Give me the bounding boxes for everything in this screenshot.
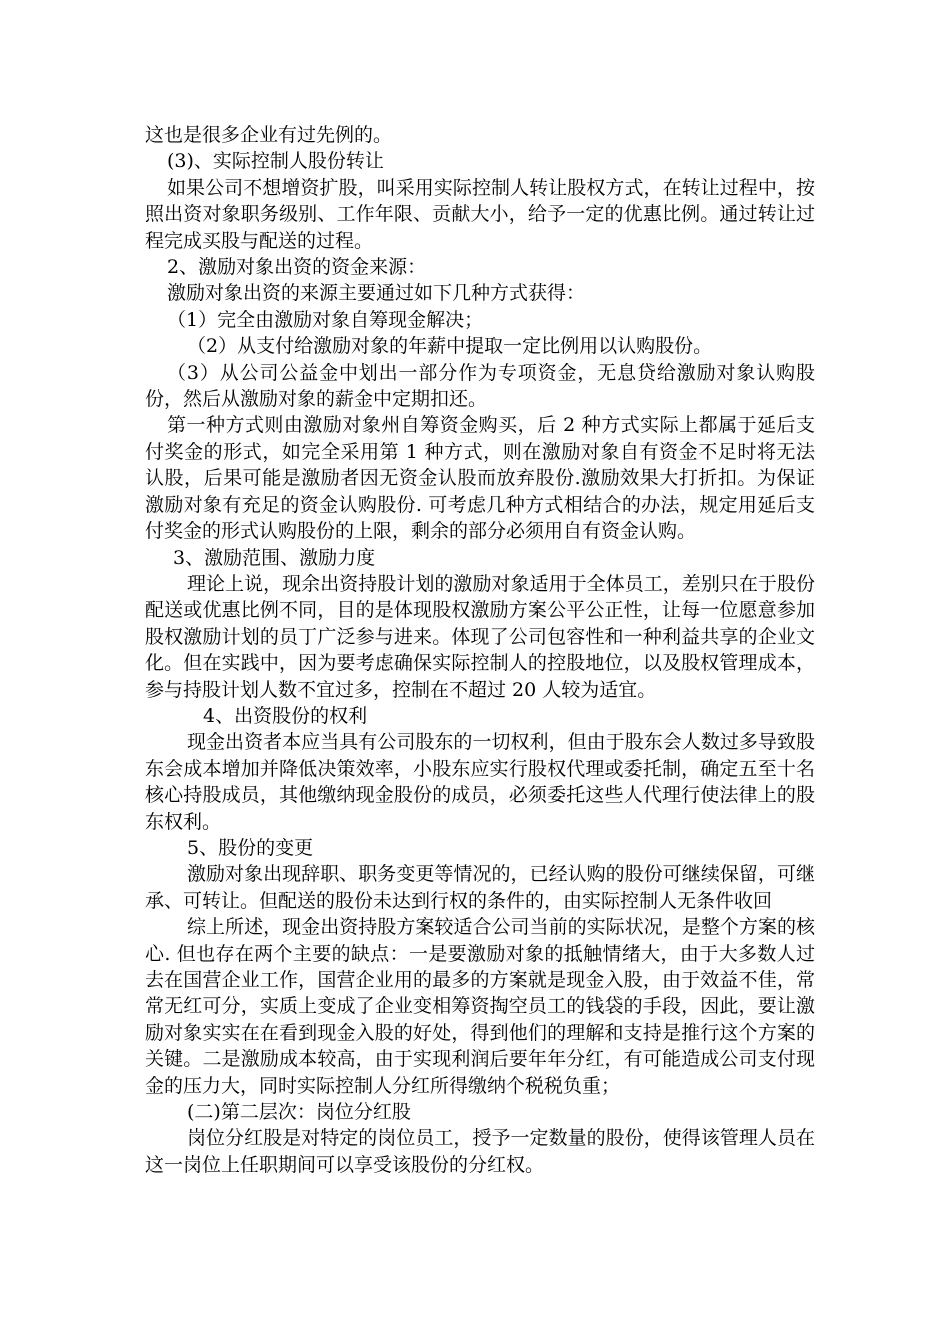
- paragraph-scope: 理论上说，现余出资持股计划的激励对象适用于全体员工，差别只在于股份配送或优惠比例不同，目的是体现股权激励方案公平公正性，让每一位愿意参加股权激励计划的员丁广泛参与进来。体现了公司包容性和一种利益共享的企业文化。但在实践中，因为要考虑确保实际控制人的控股地位，以及股权管理成本，参与持股计划人数不宜过多，控制在不超过 20 人较为适宜。: [145, 572, 815, 701]
- heading-fund-source: 2、激励对象出资的资金来源：: [167, 256, 427, 279]
- paragraph-rights: 现金出资者本应当具有公司股东的一切权利，但由于股东会人数过多导致股东会成本增加并降低决策效率，小股东应实行股权代理或委托制，确定五至十名核心持股成员，其他缴纳现金股份的成员，必须委托这些人代理行使法律上的股东权利。: [145, 731, 815, 833]
- heading-changes: 5、股份的变更: [187, 836, 314, 859]
- paragraph-summary: 综上所述，现金出资持股方案较适合公司当前的实际状况，是整个方案的核心. 但也存在两个主要的缺点：一是要激励对象的抵触情绪大，由于大多数人过去在国营企业工作，国营企业用的最多的方案就是现金入股，由于效益不佳，常常无红可分，实质上变成了企业变相筹资掏空员工的钱袋的手段，因此，要让激励对象实实在在看到现金入股的好处，得到他们的理解和支持是推行这个方案的关键。二是激励成本较高，由于实现利润后要年年分红，有可能造成公司支付现金的压力大，同时实际控制人分红所得缴纳个税税负重；: [145, 916, 815, 1097]
- paragraph-fund-methods: 第一种方式则由激励对象州自筹资金购买，后 2 种方式实际上都属于延后支付奖金的形式，如完全采用第 1 种方式，则在激励对象自有资金不足时将无法认股，后果可能是激励者因无资金认股而放弃股份.激励效果大打折扣。为保证激励对象有充足的资金认购股份. 可考虑几种方式相结合的办法，规定用延后支付奖金的形式认购股份的上限，剩余的部分必须用自有资金认购。: [145, 414, 815, 543]
- paragraph-fund-source-intro: 激励对象出资的来源主要通过如下几种方式获得：: [167, 282, 586, 305]
- paragraph-1: 这也是很多企业有过先例的。: [145, 124, 393, 146]
- list-item-2: （2）从支付给激励对象的年薪中提取一定比例用以认购股份。: [187, 335, 713, 358]
- paragraph-share-transfer: 如果公司不想增资扩股，叫采用实际控制人转让股权方式，在转让过程中，按照出资对象职务级别、工作年限、贡献大小，给予一定的优惠比例。通过转让过程完成买股与配送的过程。: [145, 176, 815, 252]
- list-item-3: （3）从公司公益金中划出一部分作为专项资金，无息贷给激励对象认购股份，然后从激励对象的薪金中定期扣还。: [145, 361, 815, 411]
- heading-position-dividend: (二)第二层次：岗位分红股: [187, 1101, 411, 1124]
- list-item-1: （1）完全由激励对象自筹现金解决；: [167, 308, 484, 331]
- heading-rights: 4、出资股份的权利: [203, 704, 368, 727]
- paragraph-changes: 激励对象出现辞职、职务变更等情况的，已经认购的股份可继续保留，可继承、可转让。但配送的股份未达到行权的条件的，由实际控制人无条件收回: [145, 863, 815, 912]
- document-body: [145, 122, 815, 1178]
- paragraph-position-dividend: 岗位分红股是对特定的岗位员工，授予一定数量的股份，使得该管理人员在这一岗位上任职期间可以享受该股份的分红权。: [145, 1127, 815, 1176]
- heading-scope: 3、激励范围、激励力度: [173, 546, 376, 569]
- heading-share-transfer: (3)、实际控制人股份转让: [167, 150, 384, 173]
